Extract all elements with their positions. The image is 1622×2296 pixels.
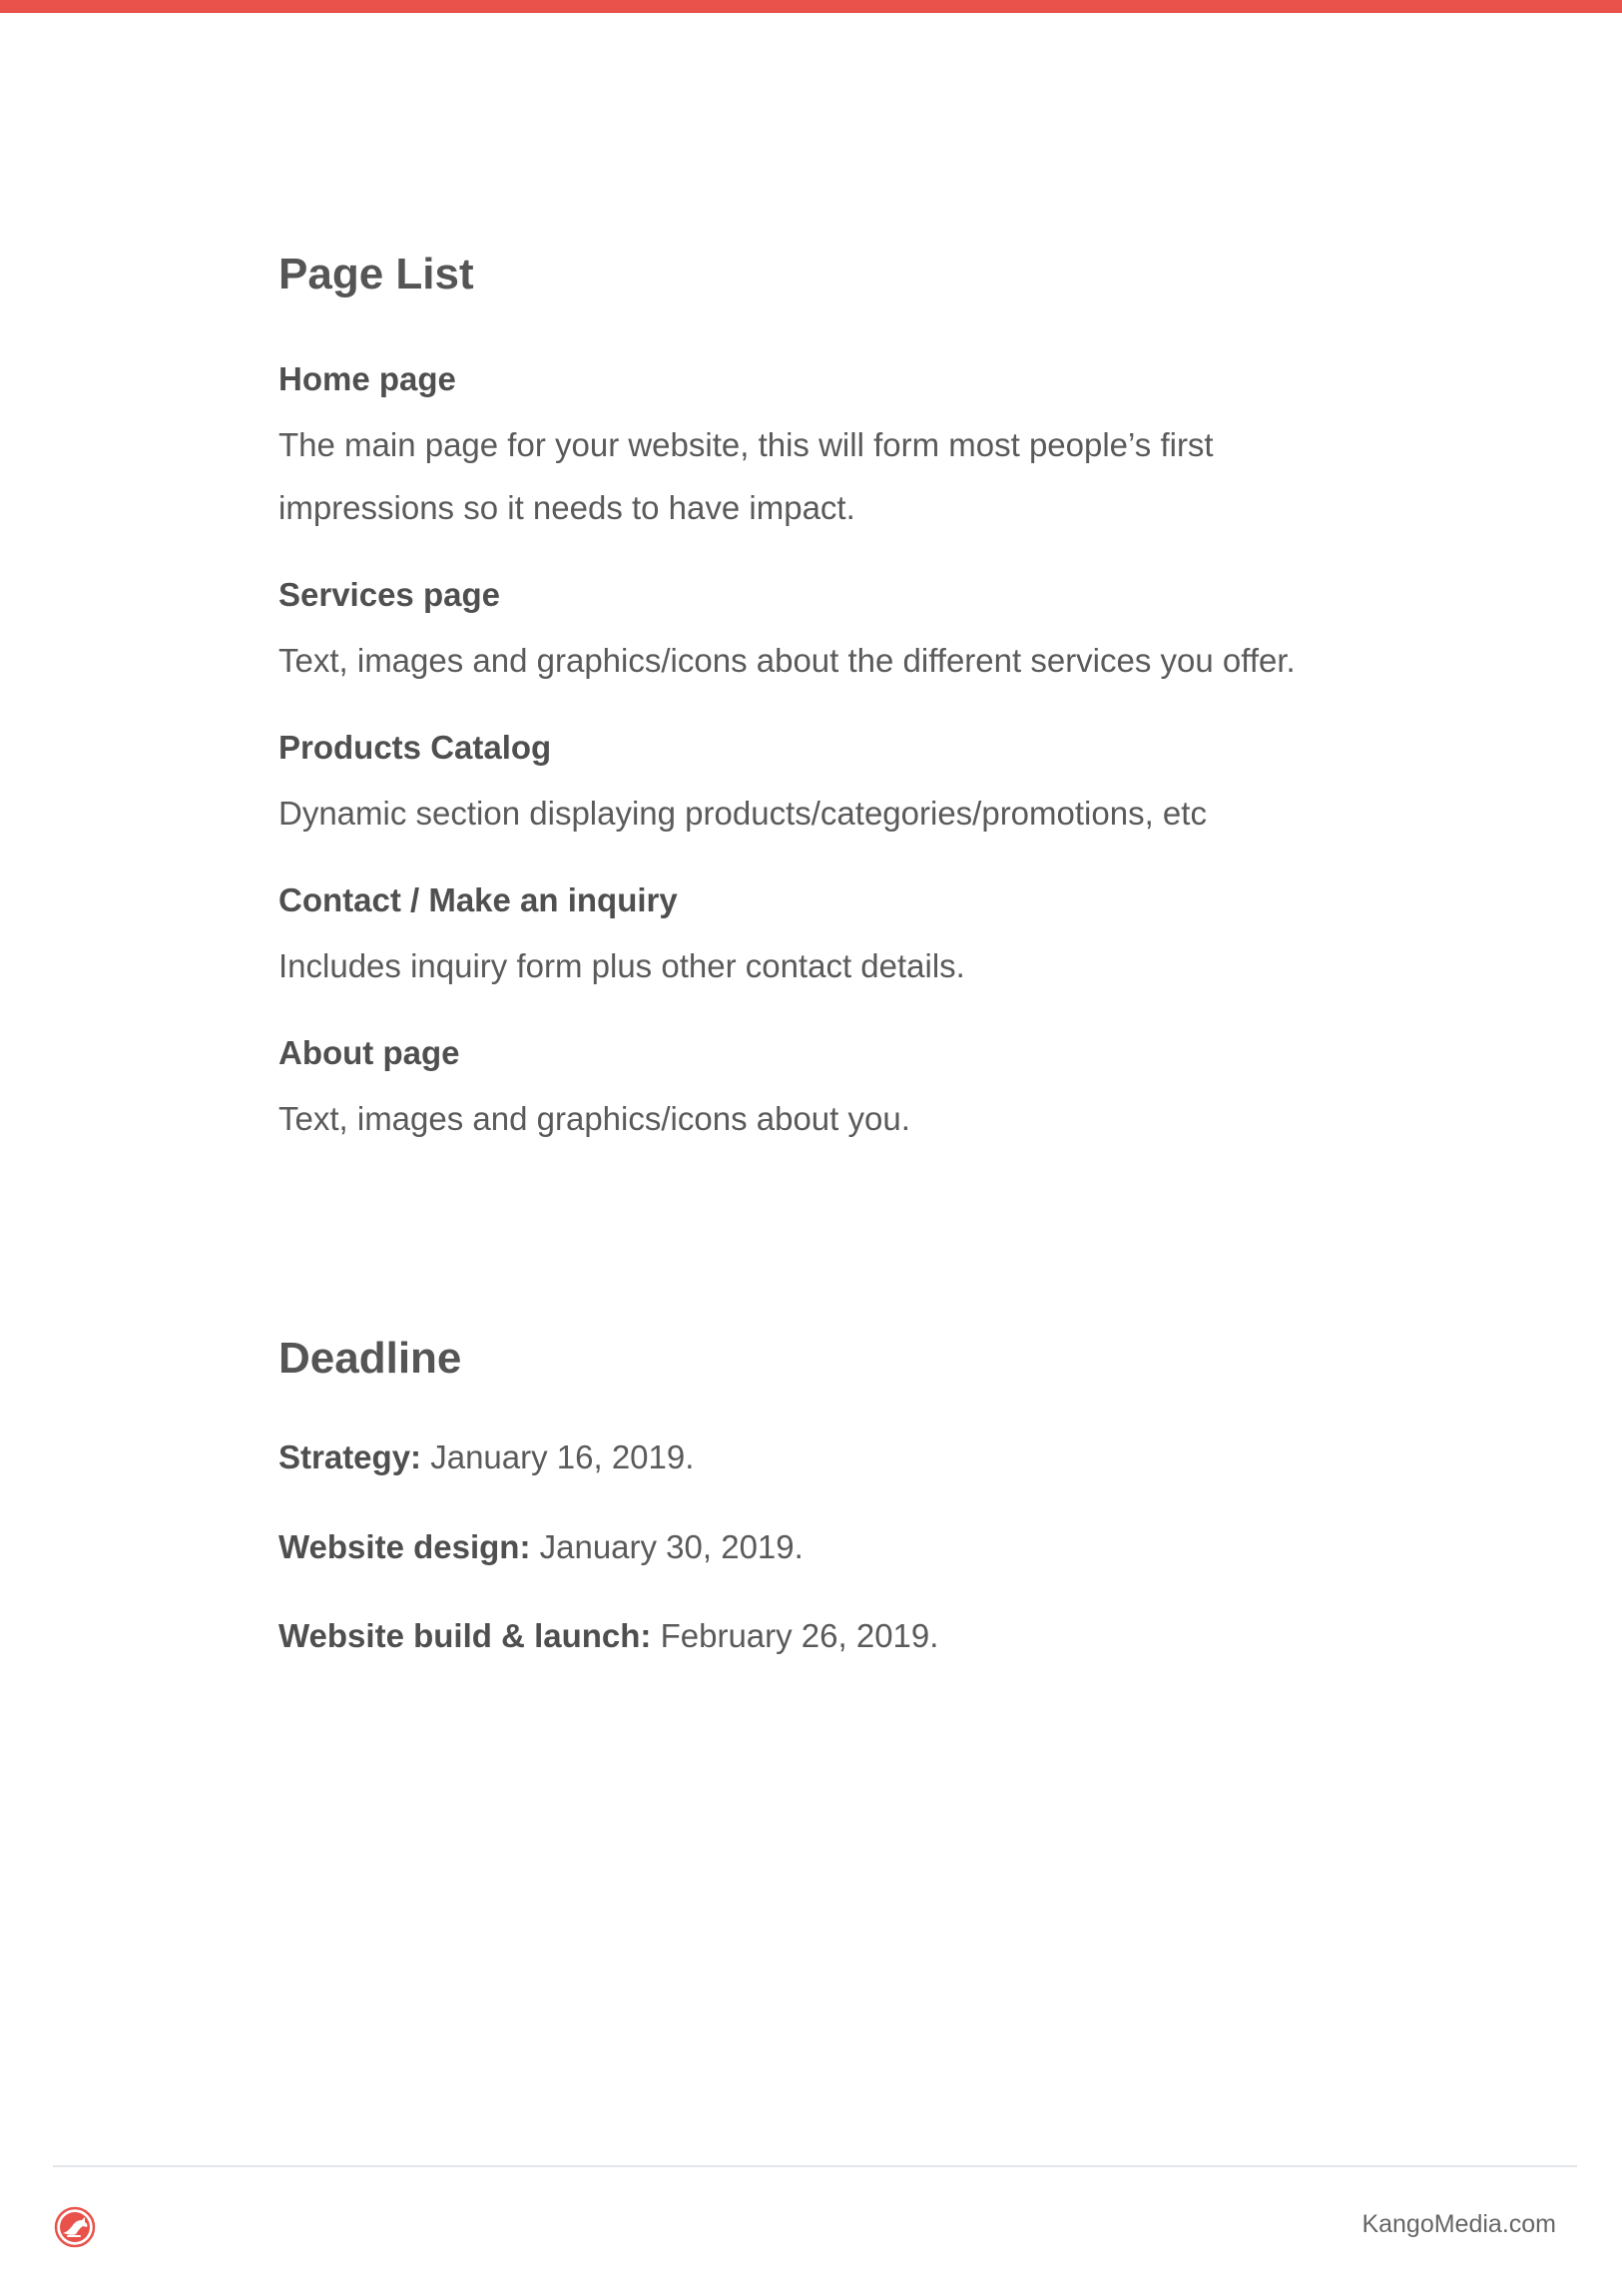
page-item-title: Services page — [278, 576, 500, 613]
page-list-item-contact — [278, 878, 1476, 997]
deadline-date: January 30, 2019. — [539, 1528, 804, 1565]
page-item-description: Text, images and graphics/icons about you. — [278, 1100, 910, 1137]
page-item-title: About page — [278, 1034, 460, 1071]
top-accent-bar — [0, 0, 1622, 13]
footer-divider — [53, 2165, 1577, 2167]
deadline-row-launch — [278, 1614, 938, 1658]
page-item-title: Contact / Make an inquiry — [278, 881, 678, 918]
page-item-description: Text, images and graphics/icons about the different services you offer. — [278, 642, 1296, 679]
page-item-description: Includes inquiry form plus other contact details. — [278, 947, 965, 984]
deadline-row-strategy — [278, 1435, 694, 1479]
deadline-date: January 16, 2019. — [430, 1438, 695, 1475]
deadline-label: Website build & launch: — [278, 1617, 652, 1654]
page-list-item-services — [278, 573, 1476, 692]
page-list-item-home — [278, 357, 1476, 539]
page-item-description: The main page for your website, this will form most people’s first impressions so it needs to have impact. — [278, 426, 1214, 526]
page-item-title: Products Catalog — [278, 729, 552, 766]
page-item-title: Home page — [278, 360, 456, 397]
kango-logo-icon — [54, 2206, 96, 2248]
deadline-row-design — [278, 1525, 804, 1569]
deadline-date: February 26, 2019. — [660, 1617, 939, 1654]
deadline-title: Deadline — [278, 1334, 462, 1383]
page-list-item-about — [278, 1031, 1476, 1150]
deadline-label: Strategy: — [278, 1438, 422, 1475]
page-list-item-products — [278, 726, 1476, 845]
page-list-title: Page List — [278, 250, 474, 298]
footer-website: KangoMedia.com — [1361, 2210, 1556, 2238]
deadline-label: Website design: — [278, 1528, 531, 1565]
page-item-description: Dynamic section displaying products/categories/promotions, etc — [278, 795, 1207, 832]
